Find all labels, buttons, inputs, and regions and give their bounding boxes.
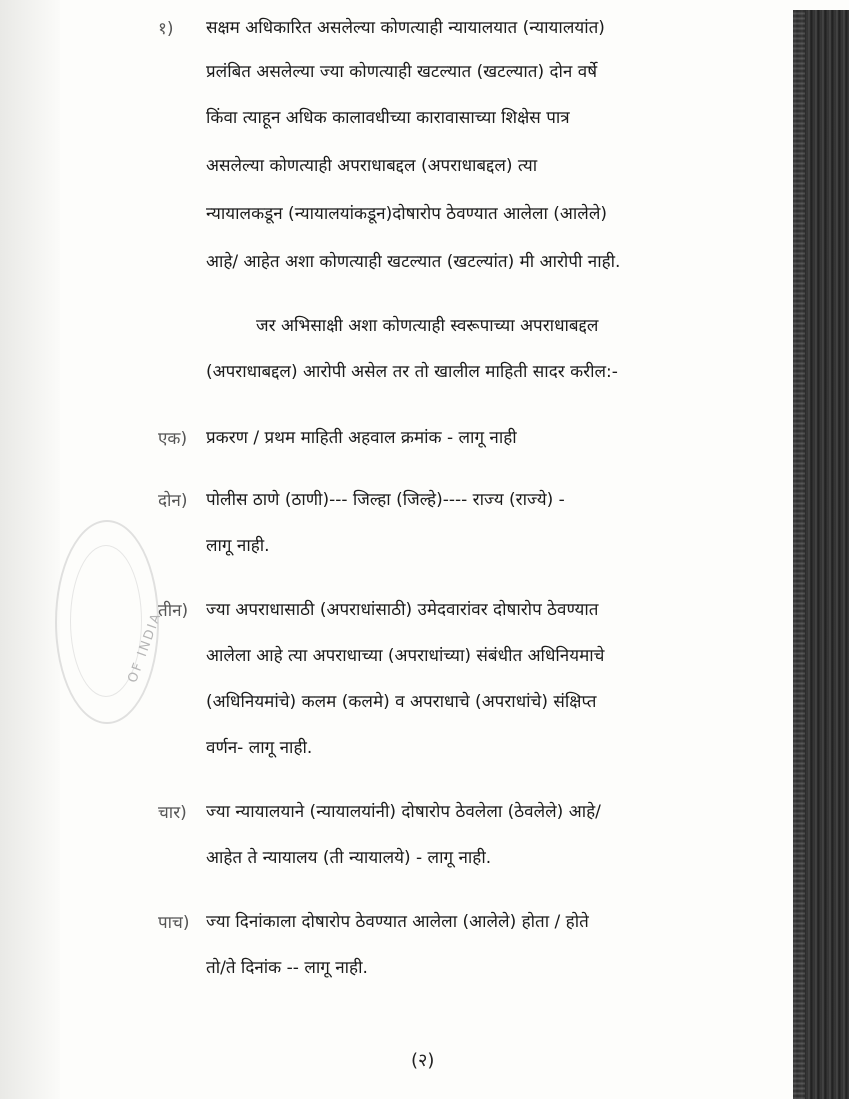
item-teen-line-1: ज्या अपराधासाठी (अपराधांसाठी) उमेदवारांवर दोषारोप ठेवण्यात (206, 600, 599, 620)
item-teen-line-3: (अधिनियमांचे) कलम (कलमे) व अपराधाचे (अपराधांचे) संक्षिप्त (206, 692, 597, 712)
item-pach-line-1: ज्या दिनांकाला दोषारोप ठेवण्यात आलेला (आलेले) होता / होते (206, 912, 589, 932)
para-line-1: जर अभिसाक्षी अशा कोणत्याही स्वरूपाच्या अपराधाबद्दल (256, 316, 599, 336)
item-char-line-2: आहेत ते न्यायालय (ती न्यायालये) - लागू नाही. (206, 848, 492, 868)
item-teen-line-4: वर्णन- लागू नाही. (206, 738, 313, 758)
item-teen-line-2: आलेला आहे त्या अपराधाच्या (अपराधांच्या) संबंधीत अधिनियमाचे (206, 646, 605, 666)
item-pach-line-2: तो/ते दिनांक -- लागू नाही. (206, 958, 368, 978)
item-ek-marker: एक) (158, 429, 188, 449)
page-number: (२) (411, 1050, 435, 1071)
item-pach-marker: पाच) (158, 913, 190, 933)
scan-binding-edge (793, 10, 849, 1099)
item-char-marker: चार) (158, 803, 187, 823)
item-don-line-2: लागू नाही. (206, 536, 270, 556)
item-1-line-1: सक्षम अधिकारित असलेल्या कोणत्याही न्यायालयात (न्यायालयांत) (206, 18, 605, 38)
seal-stamp-text: OF INDIA (125, 610, 165, 685)
item-1-line-6: आहे/ आहेत अशा कोणत्याही खटल्यात (खटल्यांत) मी आरोपी नाही. (206, 252, 621, 272)
item-1-marker: १) (158, 19, 174, 39)
item-teen-marker: तीन) (158, 601, 189, 621)
item-1-line-5: न्यायालकडून (न्यायालयांकडून)दोषारोप ठेवण्यात आलेला (आलेले) (206, 204, 607, 224)
item-1-line-4: असलेल्या कोणत्याही अपराधाबद्दल (अपराधाबद्दल) त्या (206, 156, 538, 176)
scan-left-shadow (0, 0, 60, 1099)
item-don-line-1: पोलीस ठाणे (ठाणी)--- जिल्हा (जिल्हे)---- राज्य (राज्ये) - (206, 490, 565, 510)
item-ek-line-1: प्रकरण / प्रथम माहिती अहवाल क्रमांक - लागू नाही (206, 428, 517, 448)
item-don-marker: दोन) (158, 491, 188, 511)
para-line-2: (अपराधाबद्दल) आरोपी असेल तर तो खालील माहिती सादर करील:- (206, 362, 618, 382)
item-1-line-2: प्रलंबित असलेल्या ज्या कोणत्याही खटल्यात (खटल्यात) दोन वर्षे (206, 62, 598, 82)
item-1-line-3: किंवा त्याहून अधिक कालावधीच्या कारावासाच्या शिक्षेस पात्र (206, 108, 570, 128)
item-char-line-1: ज्या न्यायालयाने (न्यायालयांनी) दोषारोप ठेवलेला (ठेवलेले) आहे/ (206, 802, 601, 822)
